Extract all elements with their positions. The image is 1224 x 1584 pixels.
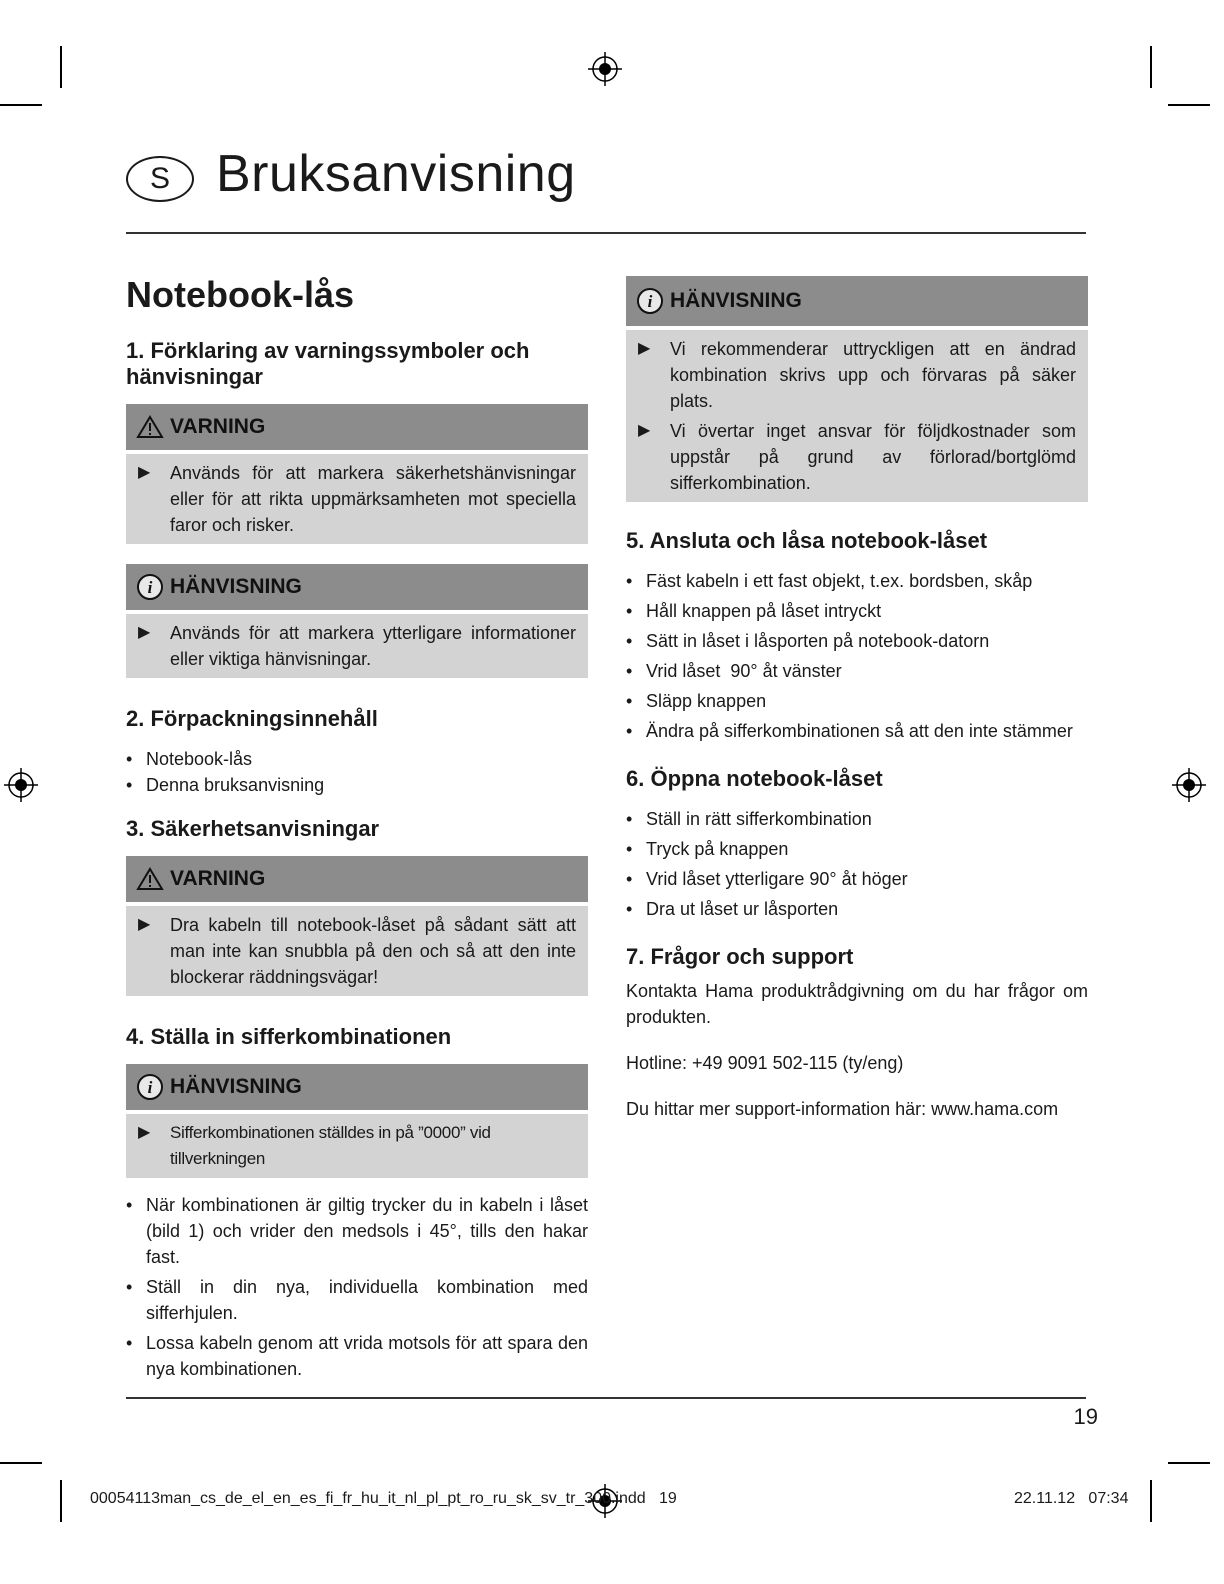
footer-rule <box>126 1397 1086 1399</box>
section-title: 5. Ansluta och låsa notebook-låset <box>626 528 988 553</box>
crop-mark <box>1168 1462 1210 1464</box>
callout-text: Dra kabeln till notebook-låset på sådant sätt att man inte kan snubbla på den och så att den inte blockerar räddningsvägar! <box>170 915 576 987</box>
crop-mark <box>1150 1480 1152 1522</box>
svg-text:i: i <box>647 292 653 311</box>
callout-text: Sifferkombinationen ställdes in på ”0000” vid tillverkningen <box>170 1123 491 1168</box>
callout-header <box>626 276 1088 326</box>
list-item: • Ställ in din nya, individuella kombination med sifferhjulen. <box>126 1277 588 1323</box>
bullet-list <box>626 806 1088 922</box>
list-item: • Sätt in låset i låsporten på notebook-datorn <box>626 631 990 651</box>
arrow-bullet-icon: ▶ <box>638 422 651 439</box>
callout-text: Används för att markera säkerhetshänvisningar eller för att rikta uppmärksamheten mot speciella faror och risker. <box>170 463 576 535</box>
info-icon <box>636 287 664 315</box>
callout-label: HÄNVISNING <box>170 575 302 598</box>
notice-callout <box>126 1064 588 1178</box>
crop-mark <box>1168 104 1210 106</box>
info-icon <box>136 1073 164 1101</box>
callout-body <box>626 330 1088 502</box>
callout-body <box>126 454 588 544</box>
callout-body <box>126 1114 588 1178</box>
list-item: • Håll knappen på låset intryckt <box>626 601 882 621</box>
print-slug-date: 22.11.12 07:34 <box>1014 1490 1129 1507</box>
hotline-text: Hotline: +49 9091 502-115 (ty/eng) <box>626 1053 904 1073</box>
callout-header <box>126 404 588 450</box>
registration-mark-icon <box>588 52 622 86</box>
registration-mark-icon <box>1172 768 1206 802</box>
list-item: • Tryck på knappen <box>626 839 789 859</box>
warning-callout <box>126 856 588 996</box>
list-item: • Vrid låset 90° åt vänster <box>626 661 842 681</box>
info-icon <box>136 573 164 601</box>
document-title: Bruksanvisning <box>216 145 576 203</box>
list-item: • Ställ in rätt sifferkombination <box>626 809 872 829</box>
notice-callout <box>626 276 1088 502</box>
list-item: • Notebook-lås <box>126 749 253 769</box>
svg-text:i: i <box>147 1078 153 1097</box>
arrow-bullet-icon: ▶ <box>138 916 151 933</box>
arrow-bullet-icon: ▶ <box>138 464 151 481</box>
callout-item <box>138 1120 576 1172</box>
list-item: • Lossa kabeln genom att vrida motsols för att spara den nya kombinationen. <box>126 1333 588 1379</box>
list-item: • Dra ut låset ur låsporten <box>626 899 839 919</box>
list-item: • Denna bruksanvisning <box>126 775 325 795</box>
list-item: • Släpp knappen <box>626 691 767 711</box>
arrow-bullet-icon: ▶ <box>138 1124 151 1141</box>
section-title: 7. Frågor och support <box>626 944 854 969</box>
arrow-bullet-icon: ▶ <box>638 340 651 357</box>
warning-callout <box>126 404 588 544</box>
callout-item <box>138 912 576 990</box>
product-title: Notebook-lås <box>126 274 355 315</box>
print-slug-filename: 00054113man_cs_de_el_en_es_fi_fr_hu_it_nl_pl_pt_ro_ru_sk_sv_tr_300.indd 19 <box>90 1490 677 1507</box>
registration-mark-icon <box>4 768 38 802</box>
callout-text: Vi övertar inget ansvar för följdkostnader som uppstår på grund av förlorad/bortglömd sifferkombination. <box>670 421 1076 493</box>
callout-header <box>126 856 588 902</box>
callout-text: Vi rekommenderar uttryckligen att en ändrad kombination skrivs upp och förvaras på säker plats. <box>670 339 1076 411</box>
callout-header <box>126 564 588 610</box>
warning-triangle-icon <box>136 865 164 893</box>
callout-header <box>126 1064 588 1110</box>
arrow-bullet-icon: ▶ <box>138 624 151 641</box>
crop-mark <box>0 104 42 106</box>
section-title: 3. Säkerhetsanvisningar <box>126 816 380 841</box>
svg-text:i: i <box>147 578 153 597</box>
callout-body <box>126 614 588 678</box>
callout-label: VARNING <box>170 867 266 890</box>
list-item: • När kombinationen är giltig trycker du in kabeln i låset (bild 1) och vrider den medsols i 45°, tills den hakar fast. <box>126 1195 588 1267</box>
warning-triangle-icon <box>136 413 164 441</box>
right-column <box>626 276 1088 1142</box>
page-number: 19 <box>1073 1404 1098 1429</box>
list-item: • Fäst kabeln i ett fast objekt, t.ex. bordsben, skåp <box>626 571 1033 591</box>
bullet-list <box>126 1192 588 1382</box>
section-title: 4. Ställa in sifferkombinationen <box>126 1024 452 1049</box>
crop-mark <box>60 46 62 88</box>
notice-callout <box>126 564 588 678</box>
list-item: • Vrid låset ytterligare 90° åt höger <box>626 869 908 889</box>
callout-item <box>138 620 576 672</box>
list-item: • Ändra på sifferkombinationen så att den inte stämmer <box>626 721 1073 741</box>
support-info-text: Du hittar mer support-information här: www.hama.com <box>626 1099 1059 1119</box>
callout-item <box>138 460 576 538</box>
section-title: 6. Öppna notebook-låset <box>626 766 883 791</box>
header-rule <box>126 232 1086 234</box>
callout-label: VARNING <box>170 415 266 438</box>
crop-mark <box>0 1462 42 1464</box>
callout-item <box>638 336 1076 414</box>
bullet-list <box>626 568 1088 744</box>
section-title: 2. Förpackningsinnehåll <box>126 706 378 731</box>
left-column <box>126 272 588 1402</box>
crop-mark <box>1150 46 1152 88</box>
contact-text: Kontakta Hama produktrådgivning om du har frågor om produkten. <box>626 981 1088 1027</box>
callout-label: HÄNVISNING <box>670 289 802 312</box>
callout-body <box>126 906 588 996</box>
callout-text: Används för att markera ytterligare informationer eller viktiga hänvisningar. <box>170 623 576 669</box>
crop-mark <box>60 1480 62 1522</box>
section-title: 1. Förklaring av varningssymboler och hänvisningar <box>126 338 530 389</box>
callout-label: HÄNVISNING <box>170 1075 302 1098</box>
bullet-list <box>126 746 588 798</box>
callout-item <box>638 418 1076 496</box>
language-badge: S <box>126 156 194 202</box>
